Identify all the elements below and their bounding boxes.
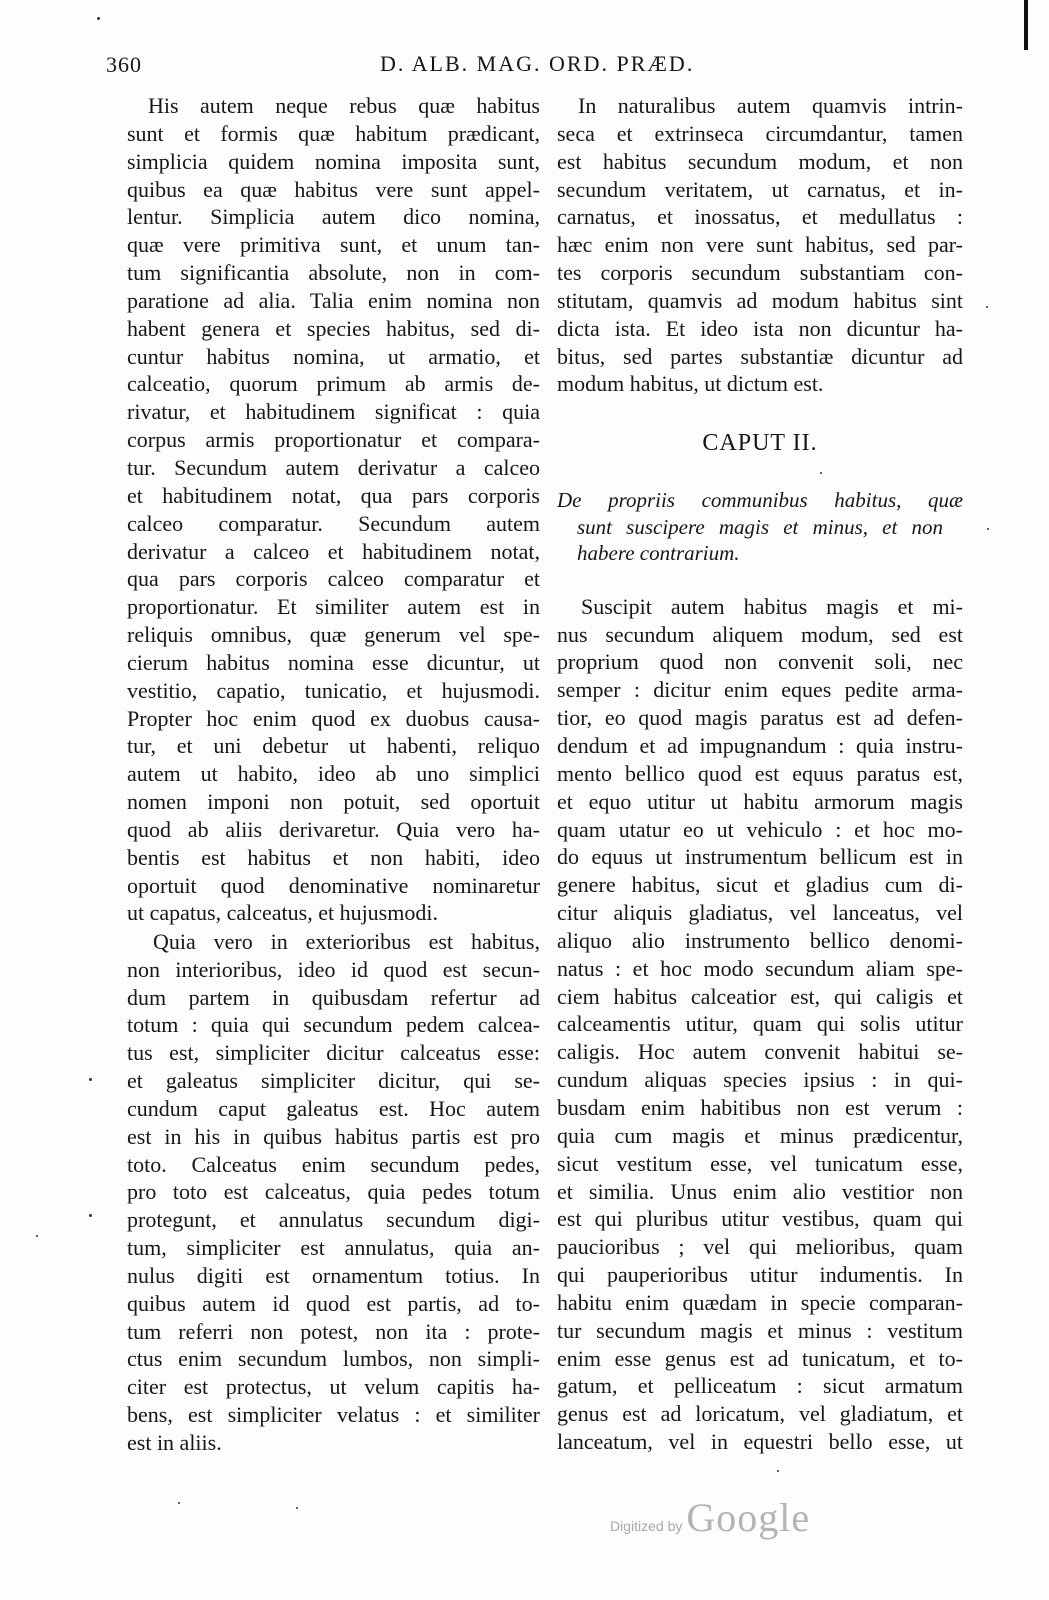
text-line: mento bellico quod est equus paratus est, bbox=[557, 760, 963, 786]
text-line: tum referri non potest, non ita : prote- bbox=[127, 1318, 540, 1344]
text-line: et equo utitur ut habitu armorum magis bbox=[557, 788, 963, 814]
text-line: calceamentis utitur, quam qui solis utitur bbox=[557, 1011, 963, 1037]
text-line: cierum habitus nomina esse dicuntur, ut bbox=[127, 649, 540, 675]
text-line: calceo comparatur. Secundum autem bbox=[127, 510, 540, 536]
text-line: sunt et formis quæ habitum prædicant, bbox=[127, 120, 540, 146]
chapter-heading: CAPUT II. bbox=[702, 430, 818, 457]
text-line: habitu enim quædam in specie comparan- bbox=[557, 1289, 963, 1315]
text-line: tum significantia absolute, non in com- bbox=[127, 260, 540, 286]
text-line: simplicia quidem nomina imposita sunt, bbox=[127, 148, 540, 174]
text-line: genere habitus, sicut et gladius cum di- bbox=[557, 872, 963, 898]
text-line: citer est protectus, ut velum capitis ha- bbox=[127, 1374, 540, 1400]
text-line: quam utatur eo ut vehiculo : et hoc mo- bbox=[557, 816, 963, 842]
text-line: bitus, sed partes substantiæ dicuntur ad bbox=[557, 343, 963, 369]
text-line: bens, est simpliciter velatus : et similiter bbox=[127, 1402, 540, 1428]
text-line: protegunt, et annulatus secundum digi- bbox=[127, 1207, 540, 1233]
text-line: busdam enim habitibus non est verum : bbox=[557, 1094, 963, 1120]
text-line: Propter hoc enim quod ex duobus causa- bbox=[127, 705, 540, 731]
digitized-by-label: Digitized by bbox=[610, 1518, 683, 1534]
text-line: citur aliquis gladiatus, vel lanceatus, vel bbox=[557, 900, 963, 926]
text-line: et similia. Unus enim alio vestitior non bbox=[557, 1178, 963, 1204]
text-line: tus est, simpliciter dicitur calceatus esse: bbox=[127, 1040, 540, 1066]
text-line: tur secundum magis et minus : vestitum bbox=[557, 1317, 963, 1343]
text-line: In naturalibus autem quamvis intrin- bbox=[578, 93, 963, 118]
text-line: derivatur a calceo et habitudinem notat, bbox=[127, 538, 540, 564]
right-column bbox=[557, 92, 963, 1456]
text-line: calceatio, quorum primum ab armis de- bbox=[127, 371, 540, 397]
text-line: His autem neque rebus quæ habitus bbox=[148, 93, 540, 118]
text-line: seca et extrinseca circumdantur, tamen bbox=[557, 120, 963, 146]
text-line: do equus ut instrumentum bellicum est in bbox=[557, 844, 963, 870]
text-line: hæc enim non vere sunt habitus, sed par- bbox=[557, 232, 963, 258]
text-line: est habitus secundum modum, et non bbox=[557, 148, 963, 174]
text-line: toto. Calceatus enim secundum pedes, bbox=[127, 1151, 540, 1177]
text-line: caligis. Hoc autem convenit habitui se- bbox=[557, 1039, 963, 1065]
text-line: tur, et uni debetur ut habenti, reliquo bbox=[127, 733, 540, 759]
text-line: cuntur habitus nomina, ut armatio, et bbox=[127, 343, 540, 369]
text-line: ctus enim secundum lumbos, non simpli- bbox=[127, 1346, 540, 1372]
text-line: est qui pluribus utitur vestibus, quam qui bbox=[557, 1206, 963, 1232]
text-line: Quia vero in exterioribus est habitus, bbox=[153, 928, 540, 954]
text-line: carnatus, et inossatus, et medullatus : bbox=[557, 204, 963, 230]
text-line: proportionatur. Et similiter autem est in bbox=[127, 594, 540, 620]
text-line: quod ab aliis derivaretur. Quia vero ha- bbox=[127, 816, 540, 842]
text-line: lanceatum, vel in equestri bello esse, ut bbox=[557, 1429, 963, 1455]
text-line: dicta ista. Et ideo ista non dicuntur ha- bbox=[557, 315, 963, 341]
text-line: nomen imponi non potuit, sed oportuit bbox=[127, 789, 540, 815]
text-line: et galeatus simpliciter dicitur, qui se- bbox=[127, 1068, 540, 1094]
scan-speck bbox=[178, 1502, 180, 1504]
scan-speck bbox=[986, 306, 988, 308]
text-line: tes corporis secundum substantiam con- bbox=[557, 260, 963, 286]
text-line: genus est ad loricatum, vel gladiatum, et bbox=[557, 1401, 963, 1427]
text-line: lentur. Simplicia autem dico nomina, bbox=[127, 204, 540, 230]
text-line: vestitio, capatio, tunicatio, et hujusmodi. bbox=[127, 677, 540, 703]
text-line: bentis est habitus et non habiti, ideo bbox=[127, 844, 540, 870]
scan-speck bbox=[36, 1235, 38, 1237]
text-line: dendum et ad impugnandum : quia instru- bbox=[557, 733, 963, 758]
page-number: 360 bbox=[106, 52, 142, 77]
text-line: tior, eo quod magis paratus est ad defen- bbox=[557, 705, 963, 731]
text-line: cundum caput galeatus est. Hoc autem bbox=[127, 1095, 540, 1121]
scan-speck bbox=[89, 1214, 92, 1217]
text-line: tur. Secundum autem derivatur a calceo bbox=[127, 454, 540, 480]
text-line: dum partem in quibusdam refertur ad bbox=[127, 984, 540, 1010]
paragraph bbox=[127, 928, 540, 1457]
text-line: modum habitus, ut dictum est. bbox=[557, 371, 824, 397]
text-line: habent genera et species habitus, sed di- bbox=[127, 315, 540, 341]
scan-speck bbox=[777, 1470, 779, 1472]
text-line: corpus armis proportionatur et compara- bbox=[127, 427, 540, 453]
google-logo: Google bbox=[686, 1495, 811, 1540]
text-line: cundum aliquas species ipsius : in qui- bbox=[557, 1067, 963, 1093]
text-line: qua pars corporis calceo comparatur et bbox=[127, 566, 540, 592]
text-line: enim esse genus est ad tunicatum, et to- bbox=[557, 1345, 963, 1371]
text-line: totum : quia qui secundum pedem calcea- bbox=[127, 1012, 540, 1038]
text-line: paucioribus ; vel qui melioribus, quam bbox=[557, 1234, 963, 1260]
text-line: non interioribus, ideo id quod est secun- bbox=[127, 956, 540, 982]
paragraph bbox=[127, 92, 540, 927]
text-line: est in his in quibus habitus partis est pro bbox=[127, 1123, 540, 1149]
scan-speck bbox=[97, 17, 100, 20]
digitization-watermark bbox=[610, 1494, 810, 1544]
text-line: quibus ea quæ habitus vere sunt appel- bbox=[127, 176, 540, 202]
paragraph bbox=[557, 92, 963, 398]
text-line: sunt suscipere magis et minus, et non bbox=[577, 514, 943, 539]
scan-edge-mark bbox=[1024, 0, 1028, 50]
scan-speck bbox=[987, 528, 989, 530]
text-line: aliquo alio instrumento bellico denomi- bbox=[557, 927, 963, 953]
text-line: proprium quod non convenit soli, nec bbox=[557, 649, 963, 675]
text-line: quibus autem id quod est partis, ad to- bbox=[127, 1290, 540, 1316]
running-title: D. ALB. MAG. ORD. PRÆD. bbox=[380, 51, 695, 76]
text-line: quia cum magis et minus prædicentur, bbox=[557, 1122, 963, 1148]
text-line: nulus digiti est ornamentum totius. In bbox=[127, 1262, 540, 1288]
chapter-subtitle bbox=[557, 487, 963, 567]
text-line: nus secundum aliquem modum, sed est bbox=[557, 621, 963, 647]
text-line: sicut vestitum esse, vel tunicatum esse, bbox=[557, 1150, 963, 1176]
text-line: gatum, et pelliceatum : sicut armatum bbox=[557, 1373, 963, 1399]
text-line: De propriis communibus habitus, quæ bbox=[557, 488, 963, 513]
text-line: natus : et hoc modo secundum aliam spe- bbox=[557, 955, 963, 981]
text-line: rivatur, et habitudinem significat : quia bbox=[127, 399, 540, 425]
text-line: stitutam, quamvis ad modum habitus sint bbox=[557, 287, 963, 313]
text-line: paratione ad alia. Talia enim nomina non bbox=[127, 287, 540, 313]
text-line: quæ vere primitiva sunt, et unum tan- bbox=[127, 232, 540, 258]
text-line: et habitudinem notat, qua pars corporis bbox=[127, 482, 540, 508]
text-line: habere contrarium. bbox=[577, 541, 740, 566]
text-line: ut capatus, calceatus, et hujusmodi. bbox=[127, 900, 438, 926]
text-line: ciem habitus calceatior est, qui caligis et bbox=[557, 983, 963, 1009]
text-line: Suscipit autem habitus magis et mi- bbox=[581, 593, 963, 619]
paragraph bbox=[557, 593, 963, 1456]
text-line: est in aliis. bbox=[127, 1430, 222, 1455]
scan-speck bbox=[296, 1507, 298, 1509]
text-line: secundum veritatem, ut carnatus, et in- bbox=[557, 176, 963, 202]
text-line: autem ut habito, ideo ab uno simplici bbox=[127, 761, 540, 787]
scan-speck bbox=[820, 472, 822, 474]
text-line: pro toto est calceatus, quia pedes totum bbox=[127, 1179, 540, 1205]
text-line: semper : dicitur enim eques pedite arma- bbox=[557, 677, 963, 703]
text-line: oportuit quod denominative nominaretur bbox=[127, 872, 540, 898]
text-line: reliquis omnibus, quæ generum vel spe- bbox=[127, 622, 540, 648]
text-line: tum, simpliciter est annulatus, quia an- bbox=[127, 1235, 540, 1261]
left-column bbox=[127, 92, 540, 1457]
scan-speck bbox=[89, 1078, 92, 1081]
text-line: qui pauperioribus utitur indumentis. In bbox=[557, 1262, 963, 1288]
